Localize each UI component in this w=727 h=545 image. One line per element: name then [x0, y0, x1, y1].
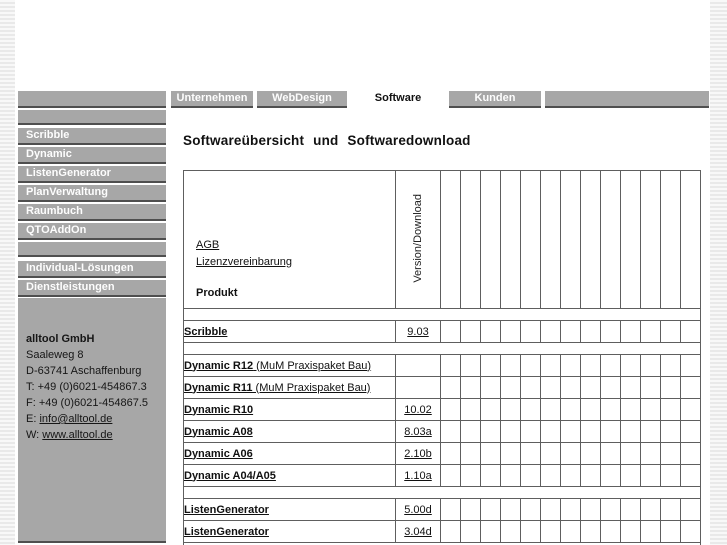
grid-cell	[501, 377, 521, 399]
grid-cell	[621, 421, 641, 443]
grid-cell	[581, 377, 601, 399]
grid-cell	[481, 443, 501, 465]
grid-cell	[661, 443, 681, 465]
grid-cell	[521, 443, 541, 465]
grid-cell	[501, 443, 521, 465]
version-cell	[396, 421, 441, 443]
grid-cell	[621, 499, 641, 521]
grid-cell	[461, 355, 481, 377]
table-spacer-row	[184, 487, 701, 499]
grid-cell	[461, 499, 481, 521]
grid-cell	[481, 521, 501, 543]
product-link[interactable]: Dynamic R12 (MuM Praxispaket Bau)	[184, 359, 372, 372]
grid-cell	[621, 377, 641, 399]
version-cell	[396, 399, 441, 421]
grid-cell	[521, 377, 541, 399]
grid-cell	[481, 377, 501, 399]
grid-cell	[541, 171, 561, 309]
grid-cell	[541, 421, 561, 443]
product-link[interactable]: Dynamic A06	[184, 447, 253, 460]
grid-cell	[501, 355, 521, 377]
product-link[interactable]: Dynamic R11 (MuM Praxispaket Bau)	[184, 381, 371, 394]
version-cell	[396, 443, 441, 465]
sidebar-item-dynamic[interactable]: Dynamic	[18, 147, 166, 164]
grid-cell	[601, 377, 621, 399]
version-download-link[interactable]: 9.03	[407, 325, 429, 338]
product-cell	[184, 321, 396, 343]
grid-cell	[661, 355, 681, 377]
grid-cell	[481, 171, 501, 309]
version-cell	[396, 377, 441, 399]
nav-tabs	[171, 91, 709, 108]
grid-cell	[621, 355, 641, 377]
grid-cell	[621, 321, 641, 343]
grid-cell	[681, 465, 701, 487]
contact-fax: F: +49 (0)6021-454867.5	[26, 397, 149, 409]
grid-cell	[441, 399, 461, 421]
contact-block	[18, 298, 166, 543]
version-download-link[interactable]: 8.03a	[404, 425, 432, 438]
grid-cell	[581, 499, 601, 521]
spacer-cell	[184, 343, 701, 355]
grid-cell	[561, 499, 581, 521]
product-cell	[184, 521, 396, 543]
version-cell	[396, 521, 441, 543]
grid-cell	[681, 321, 701, 343]
product-cell	[184, 465, 396, 487]
product-link[interactable]: ListenGenerator	[184, 525, 269, 538]
grid-cell	[521, 321, 541, 343]
contact-web-link[interactable]: www.alltool.de	[42, 429, 113, 441]
grid-cell	[661, 399, 681, 421]
product-link[interactable]: Dynamic R10	[184, 403, 254, 416]
sidebar-item-qtoaddon[interactable]: QTOAddOn	[18, 223, 166, 240]
table-spacer-row	[184, 309, 701, 321]
grid-cell	[461, 321, 481, 343]
grid-cell	[681, 377, 701, 399]
grid-cell	[441, 355, 461, 377]
grid-cell	[581, 421, 601, 443]
grid-cell	[641, 355, 661, 377]
software-table-body	[184, 171, 701, 545]
sidebar-top-bar-2	[18, 110, 166, 125]
nav-tab-kunden[interactable]: Kunden	[449, 91, 541, 108]
left-texture-strip	[0, 0, 15, 545]
version-download-link[interactable]: 2.10b	[404, 447, 432, 460]
grid-cell	[501, 521, 521, 543]
grid-cell	[681, 355, 701, 377]
grid-cell	[641, 521, 661, 543]
product-cell	[184, 377, 396, 399]
grid-cell	[601, 521, 621, 543]
sidebar-menu-group-2	[18, 261, 166, 299]
grid-cell	[621, 465, 641, 487]
software-table	[183, 170, 701, 545]
grid-cell	[561, 465, 581, 487]
grid-cell	[441, 321, 461, 343]
sidebar-item-planverwaltung[interactable]: PlanVerwaltung	[18, 185, 166, 202]
sidebar-item-individual-l-sungen[interactable]: Individual-Lösungen	[18, 261, 166, 278]
grid-cell	[461, 443, 481, 465]
grid-cell	[461, 465, 481, 487]
version-download-link[interactable]: 1.10a	[404, 469, 432, 482]
grid-cell	[461, 421, 481, 443]
contact-company: alltool GmbH	[26, 333, 95, 345]
spacer-cell	[184, 487, 701, 499]
grid-cell	[501, 321, 521, 343]
grid-cell	[601, 443, 621, 465]
grid-cell	[461, 521, 481, 543]
grid-cell	[621, 521, 641, 543]
product-cell	[184, 399, 396, 421]
grid-cell	[481, 421, 501, 443]
grid-cell	[441, 521, 461, 543]
table-row	[184, 443, 701, 465]
table-row	[184, 465, 701, 487]
header-link-lizenzvereinbarung[interactable]: Lizenzvereinbarung	[196, 255, 293, 268]
sidebar-menu-group-1	[18, 128, 166, 242]
grid-cell	[661, 321, 681, 343]
grid-cell	[541, 399, 561, 421]
grid-cell	[521, 499, 541, 521]
grid-cell	[581, 443, 601, 465]
grid-cell	[461, 399, 481, 421]
grid-cell	[481, 321, 501, 343]
page-title: Softwareübersicht und Softwaredownload	[183, 133, 471, 148]
grid-cell	[461, 377, 481, 399]
grid-cell	[641, 443, 661, 465]
grid-cell	[641, 377, 661, 399]
table-row	[184, 377, 701, 399]
version-cell	[396, 321, 441, 343]
grid-cell	[661, 421, 681, 443]
grid-cell	[681, 399, 701, 421]
sidebar-item-listengenerator[interactable]: ListenGenerator	[18, 166, 166, 183]
grid-cell	[641, 321, 661, 343]
grid-cell	[561, 321, 581, 343]
grid-cell	[601, 421, 621, 443]
product-link[interactable]: Dynamic A08	[184, 425, 253, 438]
grid-cell	[541, 521, 561, 543]
grid-cell	[521, 399, 541, 421]
product-cell	[184, 421, 396, 443]
product-cell	[184, 499, 396, 521]
sidebar-empty-bar	[18, 242, 166, 257]
grid-cell	[681, 171, 701, 309]
right-texture-strip	[710, 0, 727, 545]
grid-cell	[461, 171, 481, 309]
grid-cell	[601, 355, 621, 377]
grid-cell	[501, 465, 521, 487]
grid-cell	[581, 355, 601, 377]
nav-tab-software[interactable]: Software	[351, 91, 445, 108]
grid-cell	[541, 465, 561, 487]
grid-cell	[601, 465, 621, 487]
contact-web-line	[26, 427, 162, 443]
grid-cell	[561, 399, 581, 421]
grid-cell	[521, 521, 541, 543]
nav-blank-segment	[545, 91, 709, 108]
grid-cell	[601, 171, 621, 309]
contact-email-prefix: E:	[26, 413, 40, 425]
grid-cell	[621, 443, 641, 465]
grid-cell	[481, 499, 501, 521]
grid-cell	[681, 443, 701, 465]
grid-cell	[641, 421, 661, 443]
spacer-cell	[184, 309, 701, 321]
product-link[interactable]: Dynamic A04/A05	[184, 469, 276, 482]
grid-cell	[621, 171, 641, 309]
contact-street: Saaleweg 8	[26, 349, 84, 361]
contact-email-link[interactable]: info@alltool.de	[39, 413, 113, 425]
product-cell	[184, 355, 396, 377]
grid-cell	[661, 521, 681, 543]
grid-cell	[601, 321, 621, 343]
version-column-header	[396, 171, 441, 309]
grid-cell	[681, 499, 701, 521]
grid-cell	[481, 355, 501, 377]
grid-cell	[681, 521, 701, 543]
grid-cell	[501, 171, 521, 309]
sidebar-item-dienstleistungen[interactable]: Dienstleistungen	[18, 280, 166, 297]
table-row	[184, 355, 701, 377]
version-download-link[interactable]: 3.04d	[404, 525, 432, 538]
grid-cell	[601, 499, 621, 521]
grid-cell	[661, 499, 681, 521]
grid-cell	[561, 355, 581, 377]
grid-cell	[441, 421, 461, 443]
table-row	[184, 521, 701, 543]
table-row	[184, 399, 701, 421]
grid-cell	[641, 499, 661, 521]
contact-phone: T: +49 (0)6021-454867.3	[26, 381, 147, 393]
grid-cell	[641, 465, 661, 487]
grid-cell	[481, 399, 501, 421]
grid-cell	[641, 171, 661, 309]
grid-cell	[581, 399, 601, 421]
grid-cell	[561, 171, 581, 309]
grid-cell	[561, 377, 581, 399]
grid-cell	[581, 171, 601, 309]
grid-cell	[581, 321, 601, 343]
grid-cell	[601, 399, 621, 421]
nav-tab-webdesign[interactable]: WebDesign	[257, 91, 347, 108]
grid-cell	[521, 171, 541, 309]
grid-cell	[541, 355, 561, 377]
header-link-agb[interactable]: AGB	[196, 238, 220, 251]
table-header-product-cell	[184, 171, 396, 309]
grid-cell	[521, 355, 541, 377]
version-cell	[396, 499, 441, 521]
table-row	[184, 421, 701, 443]
grid-cell	[681, 421, 701, 443]
version-download-vertical-label: Version/Download	[412, 193, 424, 283]
grid-cell	[581, 521, 601, 543]
grid-cell	[501, 499, 521, 521]
grid-cell	[441, 465, 461, 487]
grid-cell	[541, 377, 561, 399]
grid-cell	[441, 171, 461, 309]
grid-cell	[501, 421, 521, 443]
product-link[interactable]: Scribble	[184, 325, 228, 338]
grid-cell	[561, 521, 581, 543]
grid-cell	[661, 377, 681, 399]
grid-cell	[441, 499, 461, 521]
version-cell	[396, 465, 441, 487]
table-spacer-row	[184, 343, 701, 355]
version-download-link[interactable]: 10.02	[404, 403, 432, 416]
product-cell	[184, 443, 396, 465]
table-row	[184, 321, 701, 343]
grid-cell	[661, 171, 681, 309]
grid-cell	[561, 421, 581, 443]
version-cell	[396, 355, 441, 377]
grid-cell	[541, 443, 561, 465]
grid-cell	[561, 443, 581, 465]
grid-cell	[621, 399, 641, 421]
sidebar-item-raumbuch[interactable]: Raumbuch	[18, 204, 166, 221]
contact-email-line	[26, 411, 162, 427]
grid-cell	[541, 321, 561, 343]
version-download-link[interactable]: 5.00d	[404, 503, 432, 516]
product-column-label: Produkt	[196, 286, 238, 299]
grid-cell	[521, 421, 541, 443]
grid-cell	[481, 465, 501, 487]
table-row	[184, 499, 701, 521]
grid-cell	[581, 465, 601, 487]
table-header-row	[184, 171, 701, 309]
sidebar-top-bar	[18, 91, 166, 108]
nav-tab-unternehmen[interactable]: Unternehmen	[171, 91, 253, 108]
grid-cell	[441, 377, 461, 399]
grid-cell	[641, 399, 661, 421]
grid-cell	[661, 465, 681, 487]
grid-cell	[521, 465, 541, 487]
contact-web-prefix: W:	[26, 429, 43, 441]
grid-cell	[441, 443, 461, 465]
contact-city: D-63741 Aschaffenburg	[26, 365, 142, 377]
grid-cell	[541, 499, 561, 521]
sidebar-item-scribble[interactable]: Scribble	[18, 128, 166, 145]
product-link[interactable]: ListenGenerator	[184, 503, 269, 516]
grid-cell	[501, 399, 521, 421]
